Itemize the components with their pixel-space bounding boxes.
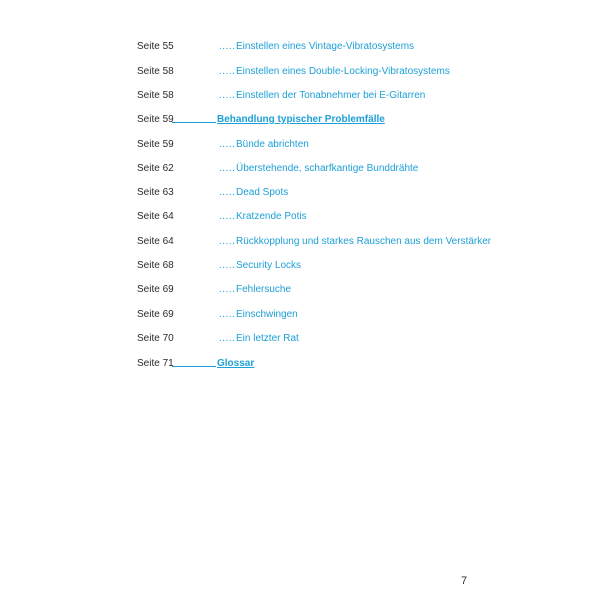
toc-leader-dots: ..... (219, 333, 236, 344)
toc-page-ref: Seite 59 (137, 114, 174, 125)
toc-entry[interactable] (0, 307, 600, 323)
toc-page-ref: Seite 64 (137, 211, 174, 222)
toc-page-ref: Seite 59 (137, 139, 174, 150)
toc-leader-dots: ..... (219, 66, 236, 77)
toc-page-ref: Seite 62 (137, 163, 174, 174)
toc-entry[interactable] (0, 88, 600, 104)
toc-page-ref: Seite 58 (137, 66, 174, 77)
toc-entry[interactable] (0, 39, 600, 55)
toc-page-ref: Seite 64 (137, 236, 174, 247)
toc-leader-dots: ..... (219, 163, 236, 174)
toc-entry-title[interactable]: Einstellen eines Vintage-Vibratosystems (236, 41, 415, 52)
toc-entry[interactable] (0, 64, 600, 80)
toc-leader-dots: ..... (219, 284, 236, 295)
toc-page-ref: Seite 58 (137, 90, 174, 101)
toc-leader-dots: ..... (219, 187, 236, 198)
toc-entry-title[interactable]: Ein letzter Rat (236, 333, 299, 344)
toc-page-ref: Seite 69 (137, 309, 174, 320)
toc-page-ref: Seite 70 (137, 333, 174, 344)
toc-page-ref: Seite 55 (137, 41, 174, 52)
toc-entry-title[interactable]: Security Locks (236, 260, 302, 271)
toc-section[interactable] (0, 112, 600, 128)
toc-leader-dots: ..... (219, 211, 236, 222)
toc-leader-dots: ..... (219, 236, 236, 247)
toc-leader-rule (172, 122, 216, 123)
toc-leader-rule (172, 366, 216, 367)
toc-entry[interactable] (0, 137, 600, 153)
toc-leader-dots: ..... (219, 41, 236, 52)
toc-leader-dots: ..... (219, 90, 236, 101)
toc-entry-title[interactable]: Bünde abrichten (236, 139, 309, 150)
toc-entry[interactable] (0, 258, 600, 274)
toc-entry-title[interactable]: Fehlersuche (236, 284, 292, 295)
toc-page-ref: Seite 68 (137, 260, 174, 271)
toc-entry[interactable] (0, 161, 600, 177)
toc-entry-title[interactable]: Einschwingen (236, 309, 298, 320)
toc-entry-title[interactable]: Einstellen eines Double-Locking-Vibratosystems (236, 66, 450, 77)
toc-entry[interactable] (0, 185, 600, 201)
page-number: 7 (461, 575, 468, 587)
toc-page-ref: Seite 71 (137, 358, 174, 369)
toc-entry-title[interactable]: Kratzende Potis (236, 211, 307, 222)
toc-entry-title[interactable]: Rückkopplung und starkes Rauschen aus dem Verstärker (236, 236, 492, 247)
toc-entry[interactable] (0, 209, 600, 225)
toc-section[interactable] (0, 356, 600, 372)
toc-entry-title[interactable]: Einstellen der Tonabnehmer bei E-Gitarren (236, 90, 426, 101)
toc-entry[interactable] (0, 331, 600, 347)
toc-page-ref: Seite 63 (137, 187, 174, 198)
toc-entry[interactable] (0, 234, 600, 250)
toc-leader-dots: ..... (219, 309, 236, 320)
toc-section-title[interactable]: Glossar (217, 358, 255, 369)
toc-entry-title[interactable]: Dead Spots (236, 187, 289, 198)
toc-page-ref: Seite 69 (137, 284, 174, 295)
toc-leader-dots: ..... (219, 260, 236, 271)
toc-leader-dots: ..... (219, 139, 236, 150)
toc-section-title[interactable]: Behandlung typischer Problemfälle (217, 114, 385, 125)
toc-entry[interactable] (0, 282, 600, 298)
toc-entry-title[interactable]: Überstehende, scharfkantige Bunddrähte (236, 163, 419, 174)
